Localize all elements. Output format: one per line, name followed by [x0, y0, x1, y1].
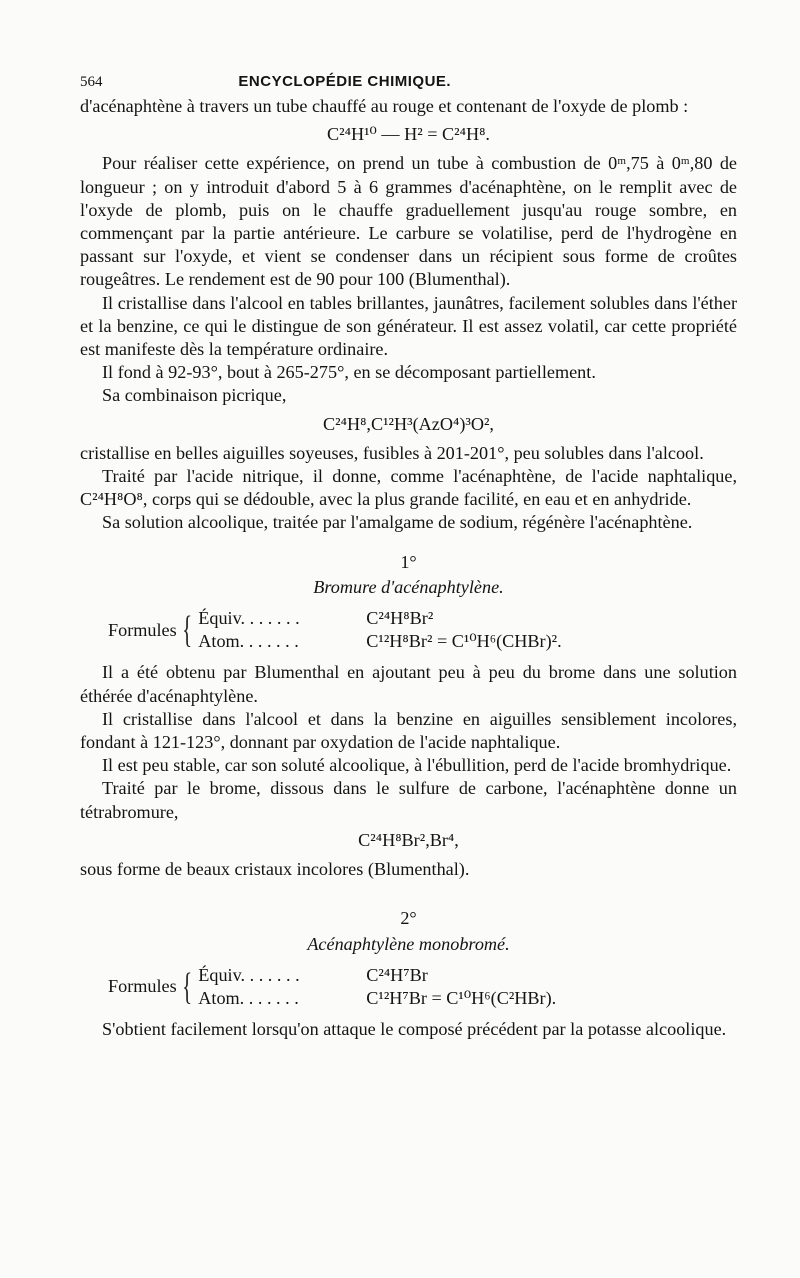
- paragraph: Il a été obtenu par Blumenthal en ajoutant peu à peu du brome dans une solution éthérée d'acénaphtylène.: [80, 662, 737, 706]
- running-title: ENCYCLOPÉDIE CHIMIQUE.: [238, 73, 452, 90]
- section-title: Bromure d'acénaphtylène.: [313, 576, 504, 597]
- formula-value: C²⁴H⁸Br²: [366, 608, 434, 629]
- formula-value: C¹²H⁷Br = C¹⁰H⁶(C²HBr).: [366, 987, 557, 1008]
- section-number: 1°: [400, 551, 417, 572]
- brace: {: [182, 609, 193, 652]
- page-header: [80, 70, 737, 92]
- paragraph: Sa combinaison picrique,: [102, 385, 287, 406]
- formula: C²⁴H⁸,C¹²H³(AzO⁴)³O²,: [323, 413, 494, 434]
- formula-value: C²⁴H⁷Br: [366, 964, 428, 985]
- formula-row: [198, 964, 556, 987]
- formula-kind: Atom. . . . . . .: [198, 631, 299, 652]
- formula-row: [198, 607, 561, 630]
- paragraph: Traité par l'acide nitrique, il donne, comme l'acénaphtène, de l'acide naphtalique, C²⁴H⁸O⁸, corps qui se dédouble, avec la plus grande facilité, en eau et en anhydride.: [80, 466, 737, 510]
- paragraph: Il est peu stable, car son soluté alcoolique, à l'ébullition, perd de l'acide bromhydrique.: [102, 755, 732, 776]
- formula-table: [108, 964, 737, 1010]
- paragraph: sous forme de beaux cristaux incolores (Blumenthal).: [80, 859, 470, 880]
- formulas-label: Formules: [108, 976, 177, 997]
- formula: C²⁴H⁸Br²,Br⁴,: [358, 829, 459, 850]
- formula-kind: Atom. . . . . . .: [198, 987, 299, 1008]
- formula-row: [198, 987, 556, 1010]
- paragraph: Pour réaliser cette expérience, on prend un tube à combustion de 0ᵐ,75 à 0ᵐ,80 de longueur ; on y introduit d'abord 5 à 6 grammes d'acénaphtène, on le remplit avec de l'oxyde de plomb, puis on le chauffe graduellement jusqu'au rouge sombre, en commençant par la partie antérieure. Le carbure se volatilise, perd de l'hydrogène en passant sur l'oxyde, et vient se condenser dans un récipient sous forme de croûtes rougeâtres. Le rendement est de 90 pour 100 (Blumenthal).: [80, 153, 737, 290]
- page-number: 564: [80, 74, 103, 90]
- formula-table: [108, 607, 737, 653]
- paragraph: cristallise en belles aiguilles soyeuses, fusibles à 201-201°, peu solubles dans l'alcool.: [80, 442, 704, 463]
- formula: C²⁴H¹⁰ — H² = C²⁴H⁸.: [327, 124, 490, 145]
- section-title: Acénaphtylène monobromé.: [307, 933, 510, 954]
- formula-row: [198, 630, 561, 653]
- formula-value: C¹²H⁸Br² = C¹⁰H⁶(CHBr)².: [366, 631, 562, 652]
- paragraph: Sa solution alcoolique, traitée par l'amalgame de sodium, régénère l'acénaphtène.: [102, 512, 693, 533]
- paragraph: Il fond à 92-93°, bout à 265-275°, en se décomposant partiellement.: [102, 362, 596, 383]
- text-column: [80, 70, 737, 1041]
- formula-kind: Équiv. . . . . . .: [198, 964, 300, 985]
- formula-kind: Équiv. . . . . . .: [198, 608, 300, 629]
- paragraph: Il cristallise dans l'alcool et dans la benzine en aiguilles sensiblement incolores, fondant à 121-123°, donnant par oxydation de l'acide naphtalique.: [80, 708, 737, 753]
- section-number: 2°: [400, 908, 417, 929]
- formulas-label: Formules: [108, 619, 177, 640]
- paragraph: Traité par le brome, dissous dans le sulfure de carbone, l'acénaphtène donne un tétrabromure,: [80, 778, 737, 822]
- paragraph: Il cristallise dans l'alcool en tables brillantes, jaunâtres, facilement solubles dans l'éther et la benzine, ce qui le distingue de son générateur. Il est assez volatil, car cette propriété est manifeste dès la température ordinaire.: [80, 292, 737, 360]
- paragraph: d'acénaphtène à travers un tube chauffé au rouge et contenant de l'oxyde de plomb :: [80, 96, 689, 116]
- paragraph: S'obtient facilement lorsqu'on attaque le composé précédent par la potasse alcoolique.: [102, 1019, 727, 1040]
- brace: {: [182, 965, 193, 1008]
